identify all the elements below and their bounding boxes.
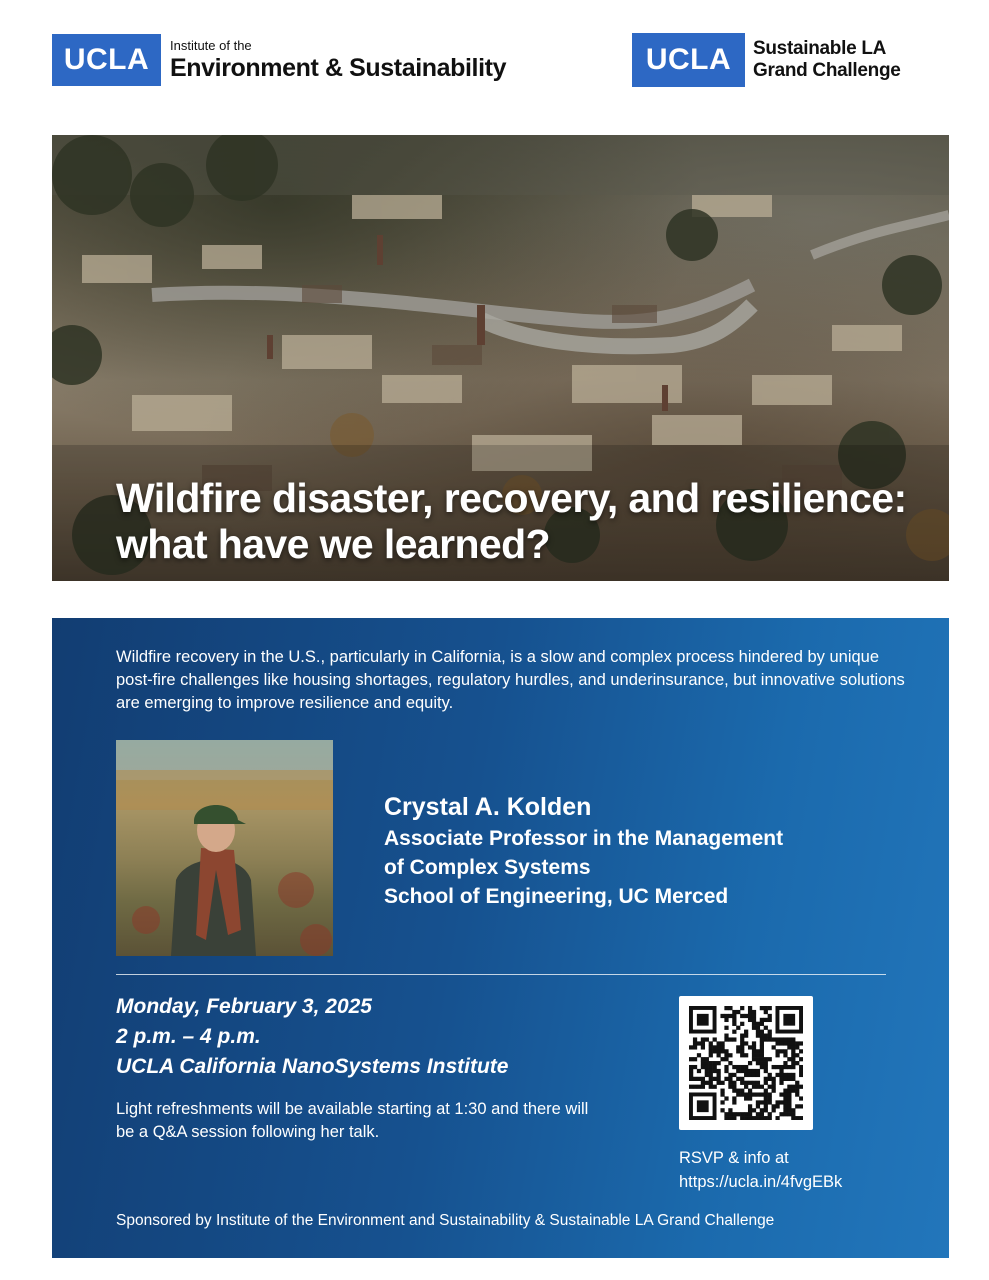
speaker-portrait-illustration [116, 740, 333, 956]
speaker-photo [116, 740, 333, 956]
qr-code-icon [689, 1006, 803, 1120]
refreshments-note: Light refreshments will be available starting at 1:30 and there will be a Q&A session following her talk. [116, 1100, 589, 1141]
event-details [116, 992, 656, 1082]
intro-paragraph: Wildfire recovery in the U.S., particularly in California, is a slow and complex process hindered by unique post-fire challenges like housing shortages, regulatory hurdles, and underinsurance, but innovative solutions are emerging to improve resilience and equity. [116, 648, 905, 712]
event-time: 2 p.m. – 4 p.m. [116, 1025, 261, 1048]
sponsor-line: Sponsored by Institute of the Environment and Sustainability & Sustainable LA Grand Challenge [116, 1212, 775, 1229]
rsvp-qr-code[interactable] [679, 996, 813, 1130]
rsvp-block [679, 1146, 919, 1194]
event-date: Monday, February 3, 2025 [116, 995, 372, 1018]
logo-line-1: Institute of the [170, 38, 252, 53]
logo-institute-environment-sustainability [52, 34, 506, 86]
rsvp-label: RSVP & info at [679, 1149, 789, 1167]
hero-image [52, 135, 949, 581]
hero-title: Wildfire disaster, recovery, and resilience: what have we learned? [116, 475, 907, 567]
speaker-info [384, 790, 904, 911]
divider [116, 974, 886, 975]
logo-line-2: Environment & Sustainability [170, 54, 507, 82]
speaker-title-line-1: Associate Professor in the Management [384, 827, 784, 850]
speaker-affiliation: School of Engineering, UC Merced [384, 885, 729, 908]
rsvp-link[interactable]: https://ucla.in/4fvgEBk [679, 1173, 843, 1191]
info-panel [52, 618, 949, 1258]
event-venue: UCLA California NanoSystems Institute [116, 1055, 509, 1078]
ucla-logo-mark: UCLA [52, 34, 161, 86]
speaker-title-line-2: of Complex Systems [384, 856, 591, 879]
logo-line-2: Grand Challenge [753, 60, 901, 81]
speaker-name: Crystal A. Kolden [384, 793, 592, 821]
logo-line-1: Sustainable LA [753, 38, 887, 60]
ucla-logo-mark: UCLA [632, 33, 745, 87]
logo-sustainable-la-grand-challenge [632, 33, 901, 87]
